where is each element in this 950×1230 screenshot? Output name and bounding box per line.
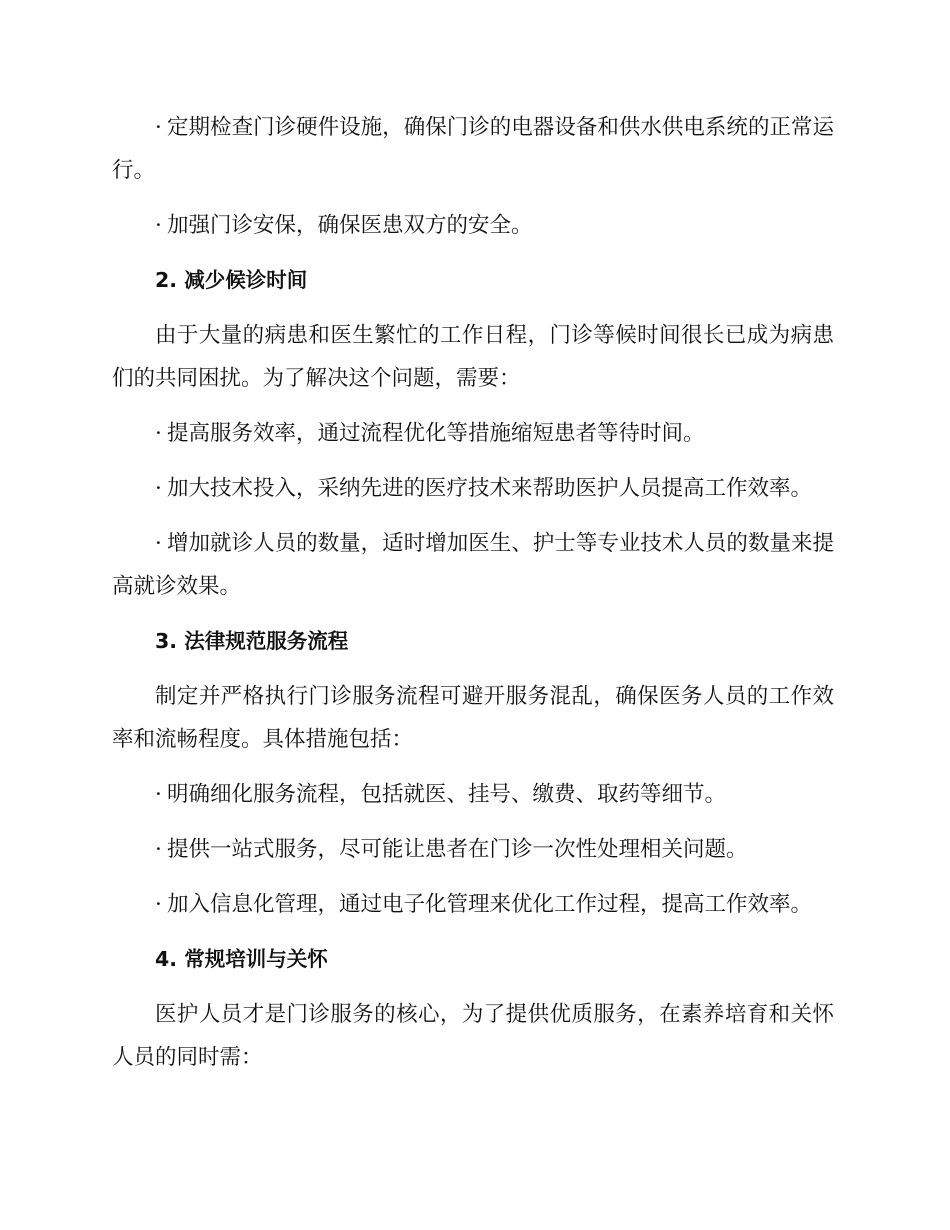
bullet-item xyxy=(112,204,834,247)
bullet-text: 定期检查门诊硬件设施，确保门诊的电器设备和供水供电系统的正常运行。 xyxy=(112,115,834,183)
bullet-text: 加大技术投入，采纳先进的医疗技术来帮助医护人员提高工作效率。 xyxy=(167,476,813,501)
section-heading: 2. 减少候诊时间 xyxy=(155,268,308,292)
bullet-item xyxy=(112,522,834,608)
bullet-item xyxy=(112,828,834,871)
bullet-item xyxy=(112,773,834,816)
bullet-text: 增加就诊人员的数量，适时增加医生、护士等专业技术人员的数量来提高就诊效果。 xyxy=(112,531,834,599)
bullet-item xyxy=(112,467,834,510)
document-body xyxy=(112,106,834,1091)
bullet-dot: · xyxy=(155,531,162,556)
bullet-dot: · xyxy=(155,837,162,862)
bullet-item xyxy=(112,883,834,926)
bullet-text: 明确细化服务流程，包括就医、挂号、缴费、取药等细节。 xyxy=(167,782,727,807)
bullet-dot: · xyxy=(155,213,162,238)
bullet-dot: · xyxy=(155,115,162,140)
section-heading: 4. 常规培训与关怀 xyxy=(155,947,328,971)
bullet-item xyxy=(112,412,834,455)
bullet-dot: · xyxy=(155,782,162,807)
paragraph: 医护人员才是门诊服务的核心，为了提供优质服务，在素养培育和关怀人员的同时需： xyxy=(112,1002,834,1070)
bullet-text: 提供一站式服务，尽可能让患者在门诊一次性处理相关问题。 xyxy=(167,837,748,862)
bullet-text: 提高服务效率，通过流程优化等措施缩短患者等待时间。 xyxy=(167,421,705,446)
bullet-dot: · xyxy=(155,892,162,917)
bullet-dot: · xyxy=(155,421,162,446)
bullet-text: 加入信息化管理，通过电子化管理来优化工作过程，提高工作效率。 xyxy=(167,892,813,917)
paragraph: 制定并严格执行门诊服务流程可避开服务混乱，确保医务人员的工作效率和流畅程度。具体措施包括： xyxy=(112,684,834,752)
paragraph: 由于大量的病患和医生繁忙的工作日程，门诊等候时间很长已成为病患们的共同困扰。为了解决这个问题，需要： xyxy=(112,323,834,391)
bullet-text: 加强门诊安保，确保医患双方的安全。 xyxy=(167,213,533,238)
bullet-dot: · xyxy=(155,476,162,501)
bullet-item xyxy=(112,106,834,192)
section-heading: 3. 法律规范服务流程 xyxy=(155,629,349,653)
